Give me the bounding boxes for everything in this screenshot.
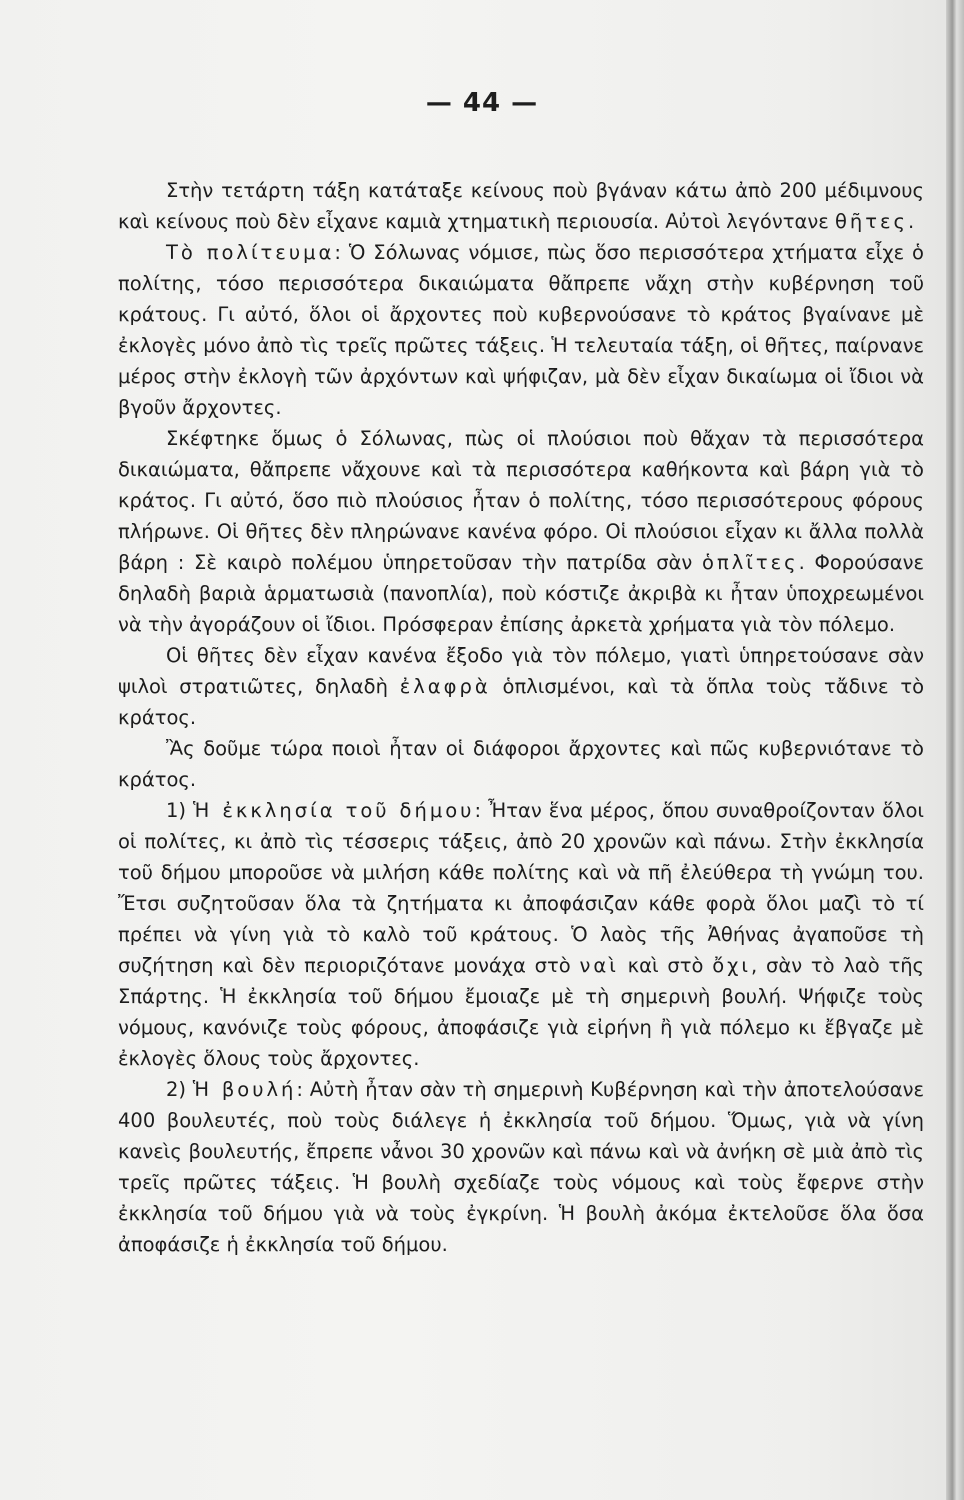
paragraph-duties <box>118 423 924 640</box>
paragraph-text: : Αὐτὴ ἦταν σὰν τὴ σημερινὴ Κυβέρνηση καὶ τὴν ἀποτελούσανε 400 βουλευτές, ποὺ τοὺς διάλεγε ἡ ἐκκλησία τοῦ δήμου. Ὅμως, γιὰ νὰ γίνη κανεὶς βουλευτής, ἔπρεπε νἆνοι 30 χρονῶν καὶ πάνω καὶ νὰ ἀνήκη σὲ μιὰ ἀπὸ τὶς τρεῖς πρῶτες τάξεις. Ἡ βουλὴ σχεδίαζε τοὺς νόμους καὶ τοὺς ἔφερνε στὴν ἐκκλησία τοῦ δήμου γιὰ νὰ τοὺς ἐγκρίνη. Ἡ βουλὴ ἀκόμα ἐκτελοῦσε ὅλα ὅσα ἀποφάσιζε ἡ ἐκκλησία τοῦ δήμου. <box>118 1078 925 1256</box>
paragraph-text: ὁπλισμένοι, καὶ τὰ ὅπλα τοὺς τἄδινε τὸ κράτος. <box>118 675 925 729</box>
paragraph-text: Στὴν τετάρτη τάξη κατάταξε κείνους ποὺ βγάναν κάτω ἀπὸ 200 μέδιμνους καὶ κείνους ποὺ δὲν εἶχανε καμιὰ χτηματικὴ περιουσία. Αὐτοὶ λεγόντανε <box>118 179 924 233</box>
paragraph-text: Οἱ θῆτες δὲν εἶχαν κανένα ἔξοδο γιὰ τὸν πόλεμο, γιατὶ ὑπηρετούσανε σὰν ψιλοὶ στρατιῶτες, δηλαδὴ <box>118 644 924 698</box>
paragraph-ekklesia <box>118 795 924 1074</box>
spaced-term: Τὸ πολίτευμα <box>166 241 335 264</box>
list-number: 2) <box>166 1078 187 1101</box>
paragraph-text: , σὰν τὸ λαὸ τῆς Σπάρτης. Ἡ ἐκκλησία τοῦ δήμου ἔμοιαζε μὲ τὴ σημερινὴ βουλή. Ψήφιζε τοὺς νόμους, κανόνιζε τοὺς φόρους, ἀποφάσιζε γιὰ εἰρήνη ἢ γιὰ πόλεμο κι ἔβγαζε μὲ ἐκλογὲς ὅλους τοὺς ἄρχοντες. <box>118 954 924 1070</box>
spaced-term: ἐλαφρὰ <box>399 675 491 698</box>
paragraph-text: . <box>908 210 915 233</box>
spaced-term: Ἡ βουλή <box>192 1078 297 1101</box>
spaced-term: ναὶ <box>579 954 619 977</box>
spaced-term: Ἡ ἐκκλησία τοῦ δήμου <box>193 799 475 822</box>
spaced-term: θῆτες <box>834 210 908 233</box>
paragraph-text: : Ἦταν ἕνα μέρος, ὅπου συναθροίζονταν ὅλοι οἱ πολίτες, κι ἀπὸ τὶς τέσσερις τάξεις, ἀπὸ 20 χρονῶν καὶ πάνω. Στὴν ἐκκλησία τοῦ δήμου μποροῦσε νὰ μιλήση κάθε πολίτης καὶ νὰ πῆ ἐλεύθερα τὴ γνώμη του. Ἔτσι συζητοῦσαν ὅλα τὰ ζητήματα κι ἀποφάσιζαν κάθε φορὰ ὅλοι μαζὶ τὸ τί πρέπει νὰ γίνη γιὰ τὸ καλὸ τοῦ κράτους. Ὁ λαὸς τῆς Ἀθήνας ἀγαποῦσε τὴ συζήτηση καὶ δὲν περιοριζότανε μονάχα στὸ <box>118 799 924 977</box>
paragraph-fourth-class <box>118 175 924 237</box>
list-number: 1) <box>166 799 187 822</box>
spaced-term: ὁπλῖτες <box>702 551 799 574</box>
book-spine <box>946 0 964 1500</box>
paragraph-boule <box>118 1074 924 1260</box>
paragraph-text: Σκέφτηκε ὅμως ὁ Σόλωνας, πὼς οἱ πλούσιοι ποὺ θἄχαν τὰ περισσότερα δικαιώματα, θἄπρεπε νἄχουνε καὶ τὰ περισσότερα καθήκοντα καὶ βάρη γιὰ τὸ κράτος. Γι αὐτό, ὅσο πιὸ πλούσιος ἦταν ὁ πολίτης, τόσο περισσότερους φόρους πλήρωνε. Οἱ θῆτες δὲν πληρώνανε κανένα φόρο. Οἱ πλούσιοι εἶχαν κι ἄλλα πολλὰ βάρη : Σὲ καιρὸ πολέμου ὑπηρετοῦσαν τὴν πατρίδα σὰν <box>118 427 924 574</box>
paragraph-text: καὶ στὸ <box>627 954 704 977</box>
spaced-term: ὄχι <box>712 954 751 977</box>
page-number: — 44 — <box>425 88 539 118</box>
paragraph-text: Ἂς δοῦμε τώρα ποιοὶ ἦταν οἱ διάφοροι ἄρχοντες καὶ πῶς κυβερνιότανε τὸ κράτος. <box>118 737 924 791</box>
paragraph-thetes <box>118 640 924 733</box>
paragraph-constitution <box>118 237 924 423</box>
paragraph-text: . Φορούσανε δηλαδὴ βαριὰ ἁρματωσιὰ (πανοπλία), ποὺ κόστιζε ἀκριβὰ κι ἦταν ὑποχρεωμένοι νὰ τὴν ἀγοράζουν οἱ ἴδιοι. Πρόσφεραν ἐπίσης ἀρκετὰ χρήματα γιὰ τὸν πόλεμο. <box>118 551 925 636</box>
paragraph-intro-rulers <box>118 733 924 795</box>
body-text <box>118 175 924 1260</box>
paragraph-text: : Ὁ Σόλωνας νόμισε, πὼς ὅσο περισσότερα χτήματα εἶχε ὁ πολίτης, τόσο περισσότερα δικαιώματα θἄπρεπε νἄχη στὴν κυβέρνηση τοῦ κράτους. Γι αὐτό, ὅλοι οἱ ἄρχοντες ποὺ κυβερνούσανε τὸ κράτος βγαίνανε μὲ ἐκλογὲς μόνο ἀπὸ τὶς τρεῖς πρῶτες τάξεις. Ἡ τελευταία τάξη, οἱ θῆτες, παίρνανε μέρος στὴν ἐκλογὴ τῶν ἀρχόντων καὶ ψήφιζαν, μὰ δὲν εἶχαν δικαίωμα οἱ ἴδιοι νὰ βγοῦν ἄρχοντες. <box>118 241 924 419</box>
